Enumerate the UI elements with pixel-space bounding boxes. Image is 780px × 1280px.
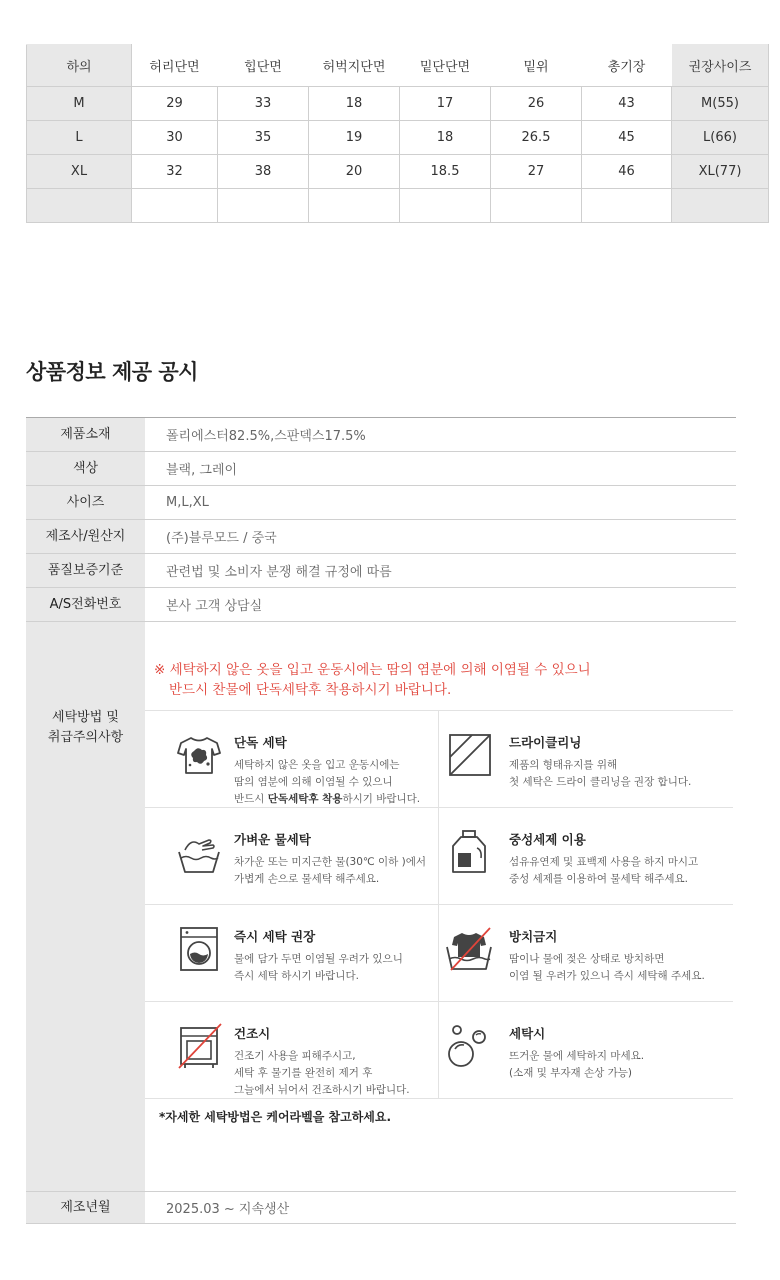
info-row-color <box>26 452 736 486</box>
care-desc-line: 섬유유연제 및 표백제 사용을 하지 마시고 <box>509 856 699 868</box>
size-cell: 17 <box>400 87 491 121</box>
size-cell: 46 <box>582 155 672 189</box>
tshirt-stain-icon <box>175 731 223 779</box>
care-title: 방치금지 <box>509 929 558 944</box>
size-cell: 18.5 <box>400 155 491 189</box>
info-row-size <box>26 486 736 520</box>
size-cell: 38 <box>218 155 309 189</box>
info-value: 관련법 및 소비자 분쟁 해결 규정에 따름 <box>166 565 392 580</box>
size-cell: L(66) <box>672 121 769 155</box>
size-cell: 20 <box>309 155 400 189</box>
size-cell <box>400 189 491 223</box>
care-desc-line: 첫 세탁은 드라이 클리닝을 권장 합니다. <box>509 776 692 788</box>
care-row <box>145 1002 733 1099</box>
size-cell: 30 <box>132 121 218 155</box>
warning-line: ※ 세탁하지 않은 옷을 입고 운동시에는 땀의 염분에 의해 이염될 수 있으니 <box>154 662 591 678</box>
care-row <box>145 808 733 905</box>
bubbles-icon <box>445 1022 493 1070</box>
info-value: 블랙, 그레이 <box>166 463 238 478</box>
desc-text: 하시기 바랍니다. <box>342 793 421 805</box>
size-cell <box>672 189 769 223</box>
size-cell: 29 <box>132 87 218 121</box>
care-desc <box>234 951 403 985</box>
size-cell: 26 <box>491 87 582 121</box>
care-desc-line: 차가운 또는 미지근한 물(30℃ 이하 )에서 <box>234 856 427 868</box>
size-header-cell: 힙단면 <box>218 45 309 87</box>
care-item-no-soak <box>439 905 733 1001</box>
care-item-dry <box>439 711 733 807</box>
size-cell: 19 <box>309 121 400 155</box>
care-item-immediate <box>145 905 439 1001</box>
size-cell <box>218 189 309 223</box>
care-content <box>145 622 736 1191</box>
care-desc-line: 물에 담가 두면 이염될 우려가 있으니 <box>234 953 403 965</box>
info-label: A/S전화번호 <box>26 588 145 621</box>
size-cell: 45 <box>582 121 672 155</box>
care-desc <box>234 757 420 808</box>
info-label: 사이즈 <box>26 486 145 519</box>
size-cell: 35 <box>218 121 309 155</box>
no-dryer-icon <box>175 1022 223 1070</box>
care-item-hand <box>145 808 439 904</box>
care-title: 중성세제 이용 <box>509 832 586 847</box>
size-cell: XL <box>27 155 132 189</box>
info-label-care <box>26 622 145 1191</box>
care-title: 세탁시 <box>509 1026 546 1041</box>
table-row <box>27 155 769 189</box>
table-row <box>27 189 769 223</box>
size-cell: M <box>27 87 132 121</box>
table-row <box>27 121 769 155</box>
care-label-line: 취급주의사항 <box>47 730 124 745</box>
size-cell: 43 <box>582 87 672 121</box>
washing-machine-icon <box>175 925 223 973</box>
care-desc <box>509 854 698 888</box>
care-desc-line: 땀의 염분에 의해 이염될 수 있으니 <box>234 776 393 788</box>
size-header-cell: 권장사이즈 <box>672 45 769 87</box>
care-item-no-dryer <box>145 1002 439 1098</box>
care-desc-line <box>234 791 420 808</box>
info-label: 제품소재 <box>26 418 145 451</box>
care-desc-line: 그늘에서 뉘어서 건조하시기 바랍니다. <box>234 1084 410 1096</box>
size-cell <box>132 189 218 223</box>
size-header-cell: 하의 <box>27 45 132 87</box>
detergent-bottle-icon <box>445 828 493 876</box>
care-desc <box>509 1048 644 1082</box>
product-info-table <box>26 417 736 1224</box>
care-desc-line: 즉시 세탁 하시기 바랍니다. <box>234 970 359 982</box>
care-desc-line: 땀이나 물에 젖은 상태로 방치하면 <box>509 953 665 965</box>
info-label: 색상 <box>26 452 145 485</box>
desc-text: 반드시 <box>234 793 268 805</box>
care-title: 건조시 <box>234 1026 271 1041</box>
size-header-cell: 총기장 <box>582 45 672 87</box>
info-value: 폴리에스터82.5%,스판덱스17.5% <box>166 429 366 444</box>
section-title: 상품정보 제공 공시 <box>26 360 198 384</box>
care-desc <box>509 757 691 791</box>
size-cell <box>27 189 132 223</box>
care-title: 단독 세탁 <box>234 735 287 750</box>
care-desc-line: 제품의 형태유지를 위해 <box>509 759 618 771</box>
care-desc-line: 건조기 사용을 피해주시고, <box>234 1050 356 1062</box>
care-desc-line: 뜨거운 물에 세탁하지 마세요. <box>509 1050 645 1062</box>
care-desc-line: (소재 및 부자재 손상 가능) <box>509 1067 632 1079</box>
care-item-separate <box>145 711 439 807</box>
size-cell: 18 <box>309 87 400 121</box>
info-value: 2025.03 ~ 지속생산 <box>166 1202 290 1217</box>
size-cell: M(55) <box>672 87 769 121</box>
care-desc-line: 세탁 후 물기를 완전히 제거 후 <box>234 1067 373 1079</box>
care-row <box>145 711 733 808</box>
care-footnote: *자세한 세탁방법은 케어라벨을 참고하세요. <box>159 1110 392 1124</box>
care-desc <box>234 1048 410 1099</box>
care-item-detergent <box>439 808 733 904</box>
size-header-cell: 허리단면 <box>132 45 218 87</box>
size-cell: 27 <box>491 155 582 189</box>
size-cell: L <box>27 121 132 155</box>
info-label: 품질보증기준 <box>26 554 145 587</box>
info-row-maker <box>26 520 736 554</box>
info-value: 본사 고객 상담실 <box>166 599 263 614</box>
care-title: 가벼운 물세탁 <box>234 832 311 847</box>
desc-emphasis: 단독세탁후 착용 <box>267 793 343 805</box>
info-value: (주)블루모드 / 중국 <box>166 531 277 546</box>
size-table-header <box>27 45 769 87</box>
care-desc-line: 세탁하지 않은 옷을 입고 운동시에는 <box>234 759 400 771</box>
size-cell <box>491 189 582 223</box>
info-value: M,L,XL <box>166 495 209 510</box>
size-cell: 26.5 <box>491 121 582 155</box>
care-label-line: 세탁방법 및 <box>52 710 119 725</box>
care-desc-line: 중성 세제를 이용하여 물세탁 해주세요. <box>509 873 688 885</box>
no-soak-icon <box>445 925 493 973</box>
info-label: 제조사/원산지 <box>26 520 145 553</box>
info-row-material <box>26 418 736 452</box>
info-label: 제조년월 <box>26 1192 145 1223</box>
care-desc <box>509 951 705 985</box>
hand-wash-icon <box>175 828 223 876</box>
size-header-cell: 허벅지단면 <box>309 45 400 87</box>
info-row-quality <box>26 554 736 588</box>
size-header-cell: 밑위 <box>491 45 582 87</box>
size-table <box>26 44 769 223</box>
care-title: 드라이클리닝 <box>509 735 582 750</box>
info-row-date <box>26 1192 736 1224</box>
care-desc-line: 가볍게 손으로 물세탁 해주세요. <box>234 873 380 885</box>
table-row <box>27 87 769 121</box>
dry-clean-icon <box>445 731 493 779</box>
size-cell <box>309 189 400 223</box>
size-cell: XL(77) <box>672 155 769 189</box>
info-row-care <box>26 622 736 1192</box>
care-warning <box>154 660 591 700</box>
care-desc-line: 이염 될 우려가 있으니 즉시 세탁해 주세요. <box>509 970 705 982</box>
care-item-washing <box>439 1002 733 1098</box>
size-cell: 32 <box>132 155 218 189</box>
info-row-as <box>26 588 736 622</box>
care-desc <box>234 854 426 888</box>
care-grid <box>145 710 733 1099</box>
size-cell <box>582 189 672 223</box>
care-title: 즉시 세탁 권장 <box>234 929 316 944</box>
warning-line: 반드시 찬물에 단독세탁후 착용하시기 바랍니다. <box>169 682 452 698</box>
care-row <box>145 905 733 1002</box>
size-cell: 33 <box>218 87 309 121</box>
size-header-cell: 밑단단면 <box>400 45 491 87</box>
size-cell: 18 <box>400 121 491 155</box>
